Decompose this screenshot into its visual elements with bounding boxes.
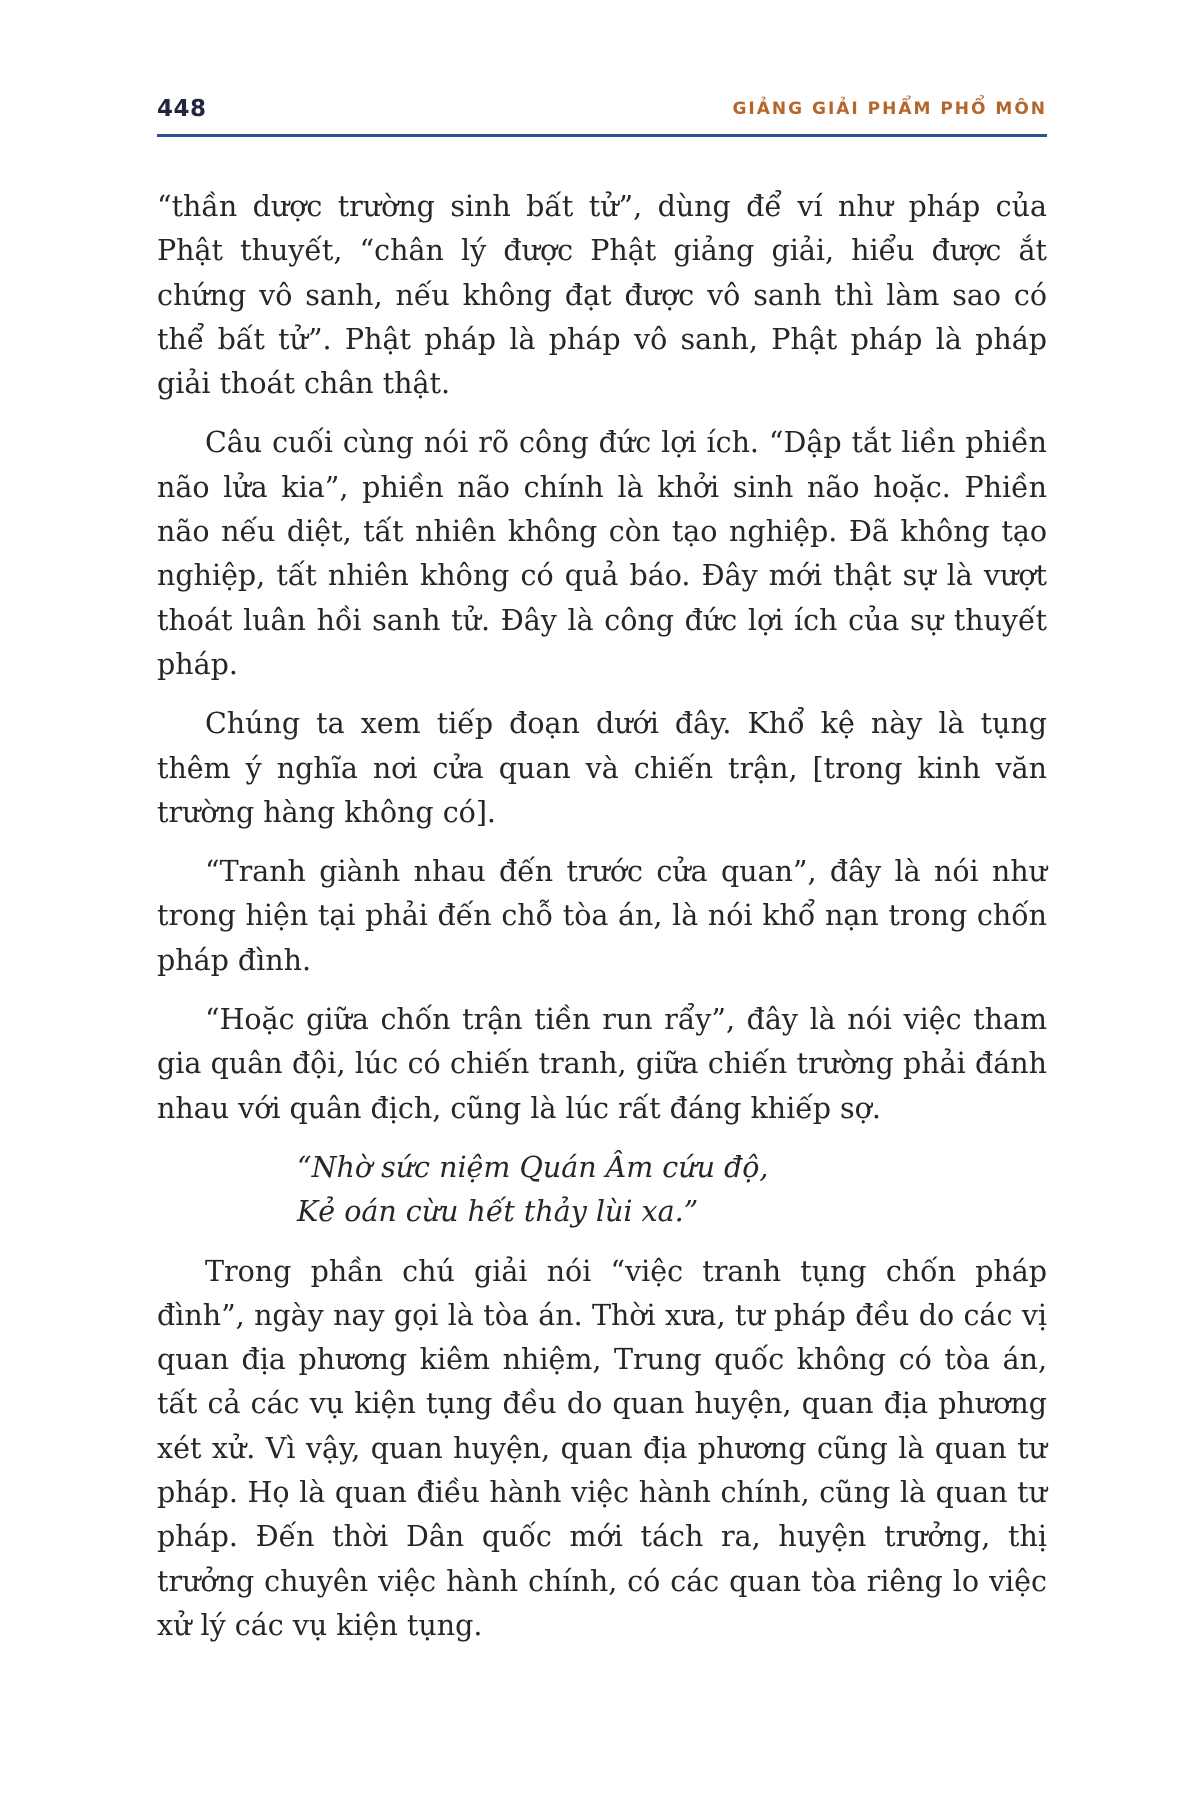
- verse-quote: [297, 1146, 1047, 1235]
- running-title: GIẢNG GIẢI PHẨM PHỔ MÔN: [732, 99, 1047, 119]
- page-body: [157, 185, 1047, 1663]
- verse-line: Kẻ oán cừu hết thảy lùi xa.”: [297, 1195, 699, 1229]
- page-number: 448: [157, 96, 207, 122]
- paragraph: Chúng ta xem tiếp đoạn dưới đây. Khổ kệ này là tụng thêm ý nghĩa nơi cửa quan và chiến trận, [trong kinh văn trường hàng không có].: [157, 707, 1047, 829]
- verse-line: “Nhờ sức niệm Quán Âm cứu độ,: [297, 1150, 769, 1184]
- paragraph: Câu cuối cùng nói rõ công đức lợi ích. “Dập tắt liền phiền não lửa kia”, phiền não chính là khởi sinh não hoặc. Phiền não nếu diệt, tất nhiên không còn tạo nghiệp. Đã không tạo nghiệp, tất nhiên không có quả báo. Đây mới thật sự là vượt thoát luân hồi sanh tử. Đây là công đức lợi ích của sự thuyết pháp.: [157, 426, 1047, 681]
- paragraph: Trong phần chú giải nói “việc tranh tụng chốn pháp đình”, ngày nay gọi là tòa án. Thời xưa, tư pháp đều do các vị quan địa phương kiêm nhiệm, Trung quốc không có tòa án, tất cả các vụ kiện tụng đều do quan huyện, quan địa phương xét xử. Vì vậy, quan huyện, quan địa phương cũng là quan tư pháp. Họ là quan điều hành việc hành chính, cũng là quan tư pháp. Đến thời Dân quốc mới tách ra, huyện trưởng, thị trưởng chuyên việc hành chính, có các quan tòa riêng lo việc xử lý các vụ kiện tụng.: [157, 1254, 1047, 1642]
- paragraph: “thần dược trường sinh bất tử”, dùng để ví như pháp của Phật thuyết, “chân lý được Phật giảng giải, hiểu được ắt chứng vô sanh, nếu không đạt được vô sanh thì làm sao có thể bất tử”. Phật pháp là pháp vô sanh, Phật pháp là pháp giải thoát chân thật.: [157, 190, 1047, 401]
- page-header: [157, 96, 1047, 130]
- paragraph: “Tranh giành nhau đến trước cửa quan”, đây là nói như trong hiện tại phải đến chỗ tòa án, là nói khổ nạn trong chốn pháp đình.: [157, 855, 1047, 977]
- paragraph: “Hoặc giữa chốn trận tiền run rẩy”, đây là nói việc tham gia quân đội, lúc có chiến tranh, giữa chiến trường phải đánh nhau với quân địch, cũng là lúc rất đáng khiếp sợ.: [157, 1003, 1047, 1125]
- header-rule: [157, 134, 1047, 137]
